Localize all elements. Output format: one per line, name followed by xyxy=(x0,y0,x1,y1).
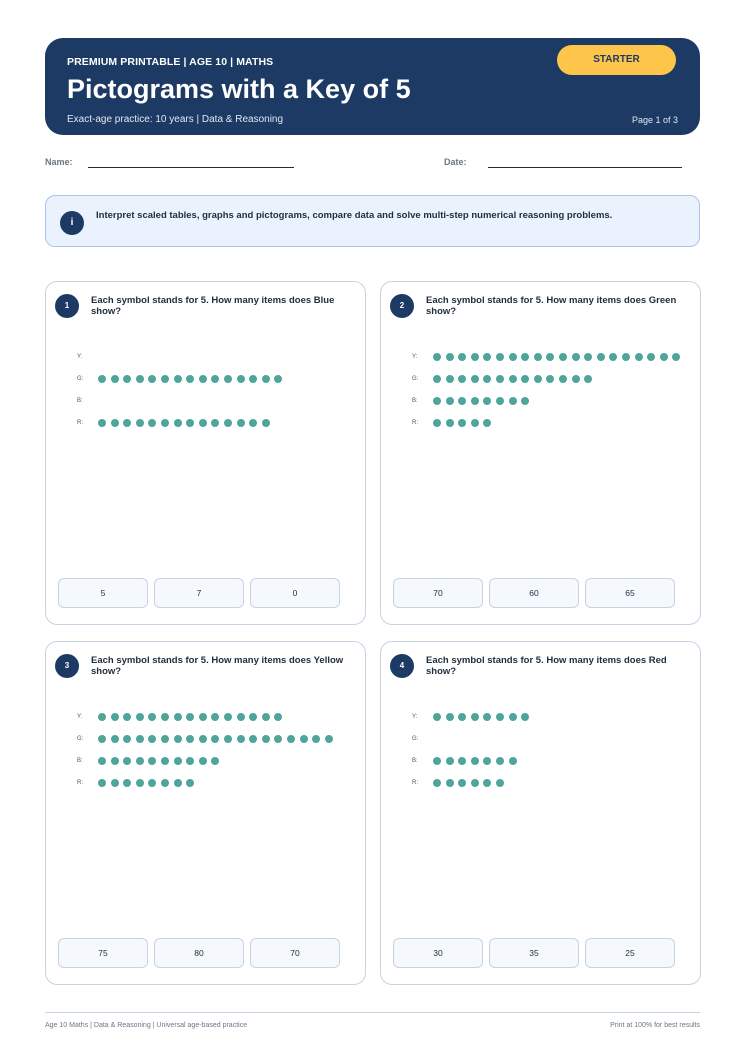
pictogram-row-label: B: xyxy=(77,758,83,764)
circle-symbol-icon xyxy=(199,419,207,427)
circle-symbol-icon xyxy=(262,713,270,721)
circle-symbol-icon xyxy=(433,375,441,383)
circle-symbol-icon xyxy=(446,375,454,383)
circle-symbol-icon xyxy=(237,713,245,721)
footer-divider xyxy=(45,1012,700,1013)
circle-symbol-icon xyxy=(148,713,156,721)
circle-symbol-icon xyxy=(496,375,504,383)
circle-symbol-icon xyxy=(471,757,479,765)
circle-symbol-icon xyxy=(111,375,119,383)
circle-symbol-icon xyxy=(471,713,479,721)
circle-symbol-icon xyxy=(274,375,282,383)
circle-symbol-icon xyxy=(584,375,592,383)
pictogram-row-label: B: xyxy=(77,398,83,404)
circle-symbol-icon xyxy=(458,779,466,787)
circle-symbol-icon xyxy=(136,375,144,383)
circle-symbol-icon xyxy=(123,735,131,743)
answer-option[interactable]: 70 xyxy=(393,578,483,608)
circle-symbol-icon xyxy=(98,713,106,721)
circle-symbol-icon xyxy=(174,779,182,787)
circle-symbol-icon xyxy=(148,779,156,787)
circle-symbol-icon xyxy=(546,375,554,383)
circle-symbol-icon xyxy=(262,375,270,383)
circle-symbol-icon xyxy=(471,353,479,361)
circle-symbol-icon xyxy=(186,779,194,787)
circle-symbol-icon xyxy=(199,713,207,721)
circle-symbol-icon xyxy=(136,735,144,743)
circle-symbol-icon xyxy=(287,735,295,743)
question-text: Each symbol stands for 5. How many items does Red show? xyxy=(426,655,667,677)
circle-symbol-icon xyxy=(123,713,131,721)
circle-symbol-icon xyxy=(161,735,169,743)
circle-symbol-icon xyxy=(509,713,517,721)
pictogram-symbols xyxy=(433,397,534,405)
circle-symbol-icon xyxy=(161,713,169,721)
circle-symbol-icon xyxy=(98,419,106,427)
circle-symbol-icon xyxy=(123,375,131,383)
info-text: Interpret scaled tables, graphs and pictograms, compare data and solve multi-step numerical reasoning problems. xyxy=(96,210,613,221)
circle-symbol-icon xyxy=(249,713,257,721)
circle-symbol-icon xyxy=(509,757,517,765)
circle-symbol-icon xyxy=(433,353,441,361)
circle-symbol-icon xyxy=(521,397,529,405)
pictogram-symbols xyxy=(433,375,597,383)
circle-symbol-icon xyxy=(458,419,466,427)
circle-symbol-icon xyxy=(111,713,119,721)
circle-symbol-icon xyxy=(446,779,454,787)
circle-symbol-icon xyxy=(559,375,567,383)
circle-symbol-icon xyxy=(300,735,308,743)
question-text: Each symbol stands for 5. How many items does Blue show? xyxy=(91,295,335,317)
pictogram-symbols xyxy=(98,419,274,427)
circle-symbol-icon xyxy=(597,353,605,361)
circle-symbol-icon xyxy=(471,779,479,787)
circle-symbol-icon xyxy=(224,375,232,383)
circle-symbol-icon xyxy=(249,419,257,427)
circle-symbol-icon xyxy=(483,353,491,361)
circle-symbol-icon xyxy=(433,397,441,405)
pictogram-row-label: R: xyxy=(412,420,418,426)
question-number: 3 xyxy=(55,654,79,678)
circle-symbol-icon xyxy=(148,735,156,743)
circle-symbol-icon xyxy=(123,757,131,765)
circle-symbol-icon xyxy=(136,779,144,787)
circle-symbol-icon xyxy=(584,353,592,361)
circle-symbol-icon xyxy=(123,419,131,427)
pictogram-row-label: R: xyxy=(412,780,418,786)
question-number: 1 xyxy=(55,294,79,318)
circle-symbol-icon xyxy=(123,779,131,787)
circle-symbol-icon xyxy=(111,779,119,787)
circle-symbol-icon xyxy=(509,397,517,405)
footer-left: Age 10 Maths | Data & Reasoning | Universal age-based practice xyxy=(45,1022,248,1029)
pictogram-symbols xyxy=(98,713,287,721)
circle-symbol-icon xyxy=(496,779,504,787)
header-kicker: PREMIUM PRINTABLE | AGE 10 | MATHS xyxy=(67,56,274,68)
circle-symbol-icon xyxy=(199,757,207,765)
circle-symbol-icon xyxy=(274,735,282,743)
question-number: 4 xyxy=(390,654,414,678)
circle-symbol-icon xyxy=(262,419,270,427)
circle-symbol-icon xyxy=(249,375,257,383)
circle-symbol-icon xyxy=(433,757,441,765)
circle-symbol-icon xyxy=(199,375,207,383)
circle-symbol-icon xyxy=(111,757,119,765)
circle-symbol-icon xyxy=(224,713,232,721)
circle-symbol-icon xyxy=(471,397,479,405)
circle-symbol-icon xyxy=(161,419,169,427)
circle-symbol-icon xyxy=(483,419,491,427)
answer-option[interactable]: 65 xyxy=(585,578,675,608)
circle-symbol-icon xyxy=(458,757,466,765)
pictogram-row-label: B: xyxy=(412,398,418,404)
circle-symbol-icon xyxy=(534,375,542,383)
circle-symbol-icon xyxy=(136,419,144,427)
circle-symbol-icon xyxy=(521,713,529,721)
circle-symbol-icon xyxy=(471,419,479,427)
pictogram-row-label: Y: xyxy=(412,354,418,360)
date-line[interactable] xyxy=(488,167,682,168)
page-title: Pictograms with a Key of 5 xyxy=(67,74,411,104)
pictogram-row-label: G: xyxy=(77,376,84,382)
circle-symbol-icon xyxy=(609,353,617,361)
answer-option[interactable]: 25 xyxy=(585,938,675,968)
circle-symbol-icon xyxy=(211,713,219,721)
circle-symbol-icon xyxy=(237,419,245,427)
question-card xyxy=(45,281,366,625)
pictogram-row-label: R: xyxy=(77,780,83,786)
pictogram-row-label: R: xyxy=(77,420,83,426)
circle-symbol-icon xyxy=(509,353,517,361)
name-line[interactable] xyxy=(88,167,294,168)
footer-right: Print at 100% for best results xyxy=(610,1022,700,1029)
circle-symbol-icon xyxy=(483,397,491,405)
circle-symbol-icon xyxy=(672,353,680,361)
pictogram-row-label: G: xyxy=(412,736,419,742)
circle-symbol-icon xyxy=(111,735,119,743)
circle-symbol-icon xyxy=(186,735,194,743)
question-card xyxy=(380,281,701,625)
answer-option[interactable]: 30 xyxy=(393,938,483,968)
date-label: Date: xyxy=(444,157,467,167)
circle-symbol-icon xyxy=(98,779,106,787)
circle-symbol-icon xyxy=(458,397,466,405)
pictogram-symbols xyxy=(98,735,337,743)
circle-symbol-icon xyxy=(111,419,119,427)
circle-symbol-icon xyxy=(496,757,504,765)
circle-symbol-icon xyxy=(98,757,106,765)
circle-symbol-icon xyxy=(660,353,668,361)
circle-symbol-icon xyxy=(224,735,232,743)
circle-symbol-icon xyxy=(174,375,182,383)
circle-symbol-icon xyxy=(635,353,643,361)
answer-option[interactable]: 35 xyxy=(489,938,579,968)
circle-symbol-icon xyxy=(446,353,454,361)
pictogram-symbols xyxy=(433,713,534,721)
question-text: Each symbol stands for 5. How many items does Yellow show? xyxy=(91,655,344,677)
circle-symbol-icon xyxy=(186,713,194,721)
circle-symbol-icon xyxy=(174,757,182,765)
pictogram-row-label: Y: xyxy=(77,354,83,360)
pictogram-row-label: Y: xyxy=(77,714,83,720)
answer-option[interactable]: 0 xyxy=(250,578,340,608)
page-number: Page 1 of 3 xyxy=(631,115,678,125)
circle-symbol-icon xyxy=(446,397,454,405)
circle-symbol-icon xyxy=(211,735,219,743)
circle-symbol-icon xyxy=(98,735,106,743)
circle-symbol-icon xyxy=(483,375,491,383)
circle-symbol-icon xyxy=(211,419,219,427)
header-subtitle: Exact-age practice: 10 years | Data & Reasoning xyxy=(67,114,284,125)
circle-symbol-icon xyxy=(483,713,491,721)
circle-symbol-icon xyxy=(483,779,491,787)
circle-symbol-icon xyxy=(186,419,194,427)
pictogram-symbols xyxy=(433,779,509,787)
circle-symbol-icon xyxy=(148,375,156,383)
circle-symbol-icon xyxy=(262,735,270,743)
circle-symbol-icon xyxy=(98,375,106,383)
circle-symbol-icon xyxy=(199,735,207,743)
pictogram-symbols xyxy=(433,353,685,361)
circle-symbol-icon xyxy=(161,757,169,765)
info-icon: i xyxy=(60,211,84,235)
info-box xyxy=(45,195,700,247)
circle-symbol-icon xyxy=(174,735,182,743)
answer-option[interactable]: 5 xyxy=(58,578,148,608)
circle-symbol-icon xyxy=(496,397,504,405)
circle-symbol-icon xyxy=(458,713,466,721)
circle-symbol-icon xyxy=(174,419,182,427)
circle-symbol-icon xyxy=(458,375,466,383)
circle-symbol-icon xyxy=(647,353,655,361)
circle-symbol-icon xyxy=(136,713,144,721)
pictogram-row-label: G: xyxy=(412,376,419,382)
answer-option[interactable]: 75 xyxy=(58,938,148,968)
circle-symbol-icon xyxy=(186,375,194,383)
circle-symbol-icon xyxy=(136,757,144,765)
header-banner xyxy=(45,38,700,135)
circle-symbol-icon xyxy=(446,419,454,427)
circle-symbol-icon xyxy=(224,419,232,427)
circle-symbol-icon xyxy=(211,375,219,383)
level-badge: STARTER xyxy=(557,45,676,75)
question-number: 2 xyxy=(390,294,414,318)
circle-symbol-icon xyxy=(458,353,466,361)
pictogram-row-label: B: xyxy=(412,758,418,764)
circle-symbol-icon xyxy=(237,735,245,743)
circle-symbol-icon xyxy=(521,353,529,361)
circle-symbol-icon xyxy=(433,419,441,427)
circle-symbol-icon xyxy=(496,713,504,721)
answer-option[interactable]: 70 xyxy=(250,938,340,968)
circle-symbol-icon xyxy=(572,353,580,361)
answer-option[interactable]: 80 xyxy=(154,938,244,968)
question-card xyxy=(380,641,701,985)
pictogram-row-label: G: xyxy=(77,736,84,742)
pictogram-symbols xyxy=(433,419,496,427)
circle-symbol-icon xyxy=(509,375,517,383)
circle-symbol-icon xyxy=(274,713,282,721)
circle-symbol-icon xyxy=(161,375,169,383)
circle-symbol-icon xyxy=(433,713,441,721)
pictogram-symbols xyxy=(98,757,224,765)
question-text: Each symbol stands for 5. How many items does Green show? xyxy=(426,295,677,317)
circle-symbol-icon xyxy=(148,419,156,427)
circle-symbol-icon xyxy=(237,375,245,383)
circle-symbol-icon xyxy=(161,779,169,787)
name-label: Name: xyxy=(45,157,73,167)
circle-symbol-icon xyxy=(572,375,580,383)
circle-symbol-icon xyxy=(249,735,257,743)
answer-option[interactable]: 60 xyxy=(489,578,579,608)
pictogram-row-label: Y: xyxy=(412,714,418,720)
circle-symbol-icon xyxy=(211,757,219,765)
pictogram-symbols xyxy=(433,757,521,765)
circle-symbol-icon xyxy=(325,735,333,743)
question-card xyxy=(45,641,366,985)
circle-symbol-icon xyxy=(446,757,454,765)
pictogram-symbols xyxy=(98,779,199,787)
circle-symbol-icon xyxy=(174,713,182,721)
circle-symbol-icon xyxy=(312,735,320,743)
circle-symbol-icon xyxy=(186,757,194,765)
circle-symbol-icon xyxy=(521,375,529,383)
circle-symbol-icon xyxy=(622,353,630,361)
circle-symbol-icon xyxy=(483,757,491,765)
circle-symbol-icon xyxy=(148,757,156,765)
circle-symbol-icon xyxy=(546,353,554,361)
circle-symbol-icon xyxy=(446,713,454,721)
circle-symbol-icon xyxy=(559,353,567,361)
answer-option[interactable]: 7 xyxy=(154,578,244,608)
pictogram-symbols xyxy=(98,375,287,383)
circle-symbol-icon xyxy=(433,779,441,787)
circle-symbol-icon xyxy=(496,353,504,361)
circle-symbol-icon xyxy=(534,353,542,361)
circle-symbol-icon xyxy=(471,375,479,383)
